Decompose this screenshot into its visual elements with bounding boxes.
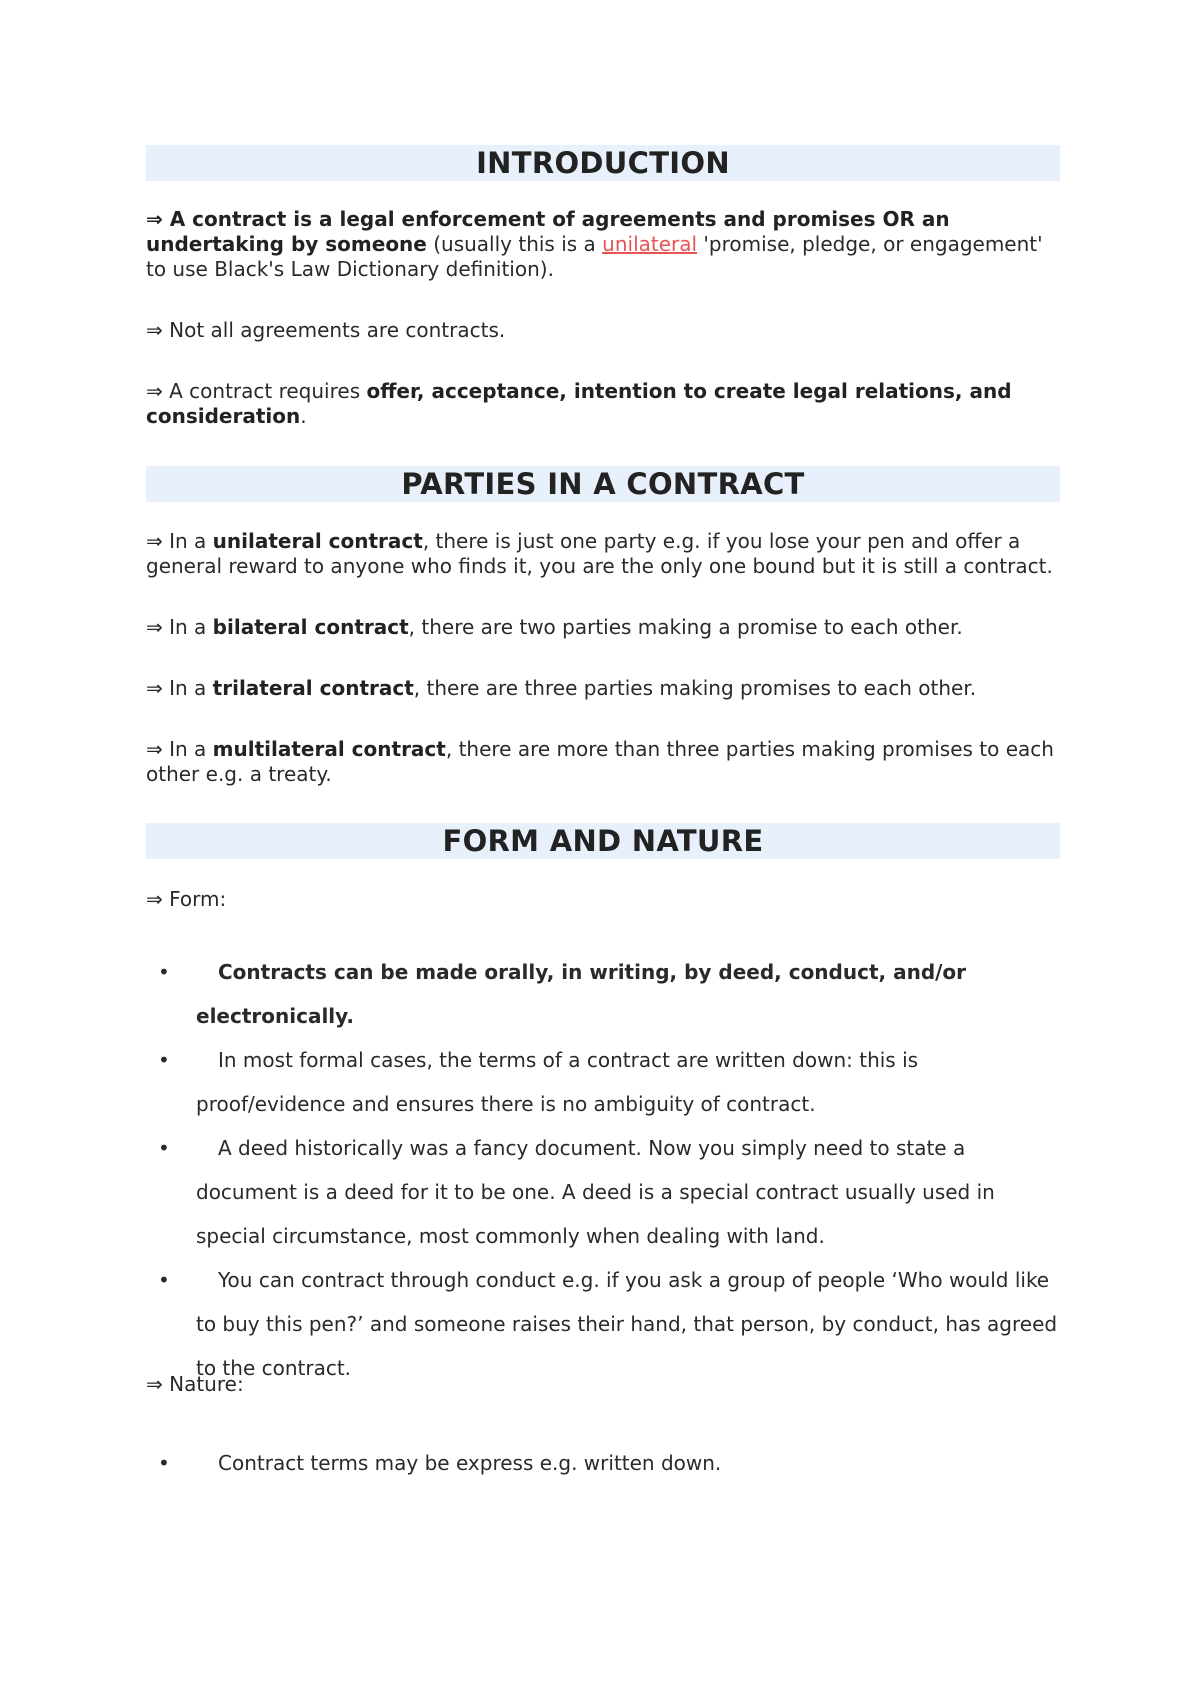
arrow-glyph: ⇒ [146, 207, 163, 231]
list-item [146, 950, 1060, 1038]
document-page [146, 145, 1060, 1485]
form-bullet-text: Contracts can be made orally, in writing, by deed, conduct, and/or electronically. [196, 960, 967, 1028]
intro-paragraph-requirements [146, 379, 1060, 429]
heading-introduction: INTRODUCTION [146, 145, 1060, 181]
arrow-glyph: ⇒ [146, 318, 163, 342]
requirements-post: . [300, 404, 307, 428]
party-paragraph-bilateral [146, 615, 1060, 640]
party-pre: In a [169, 676, 207, 700]
party-term: unilateral contract [212, 529, 423, 553]
intro-paragraph-definition [146, 207, 1060, 282]
nature-bullet-text: Contract terms may be express e.g. written down. [218, 1451, 722, 1475]
arrow-glyph: ⇒ [146, 887, 163, 911]
form-bullet-list [146, 950, 1060, 1390]
agreements-text: Not all agreements are contracts. [169, 318, 506, 342]
bullet-icon: • [158, 1268, 170, 1292]
form-bullet-text: A deed historically was a fancy document. Now you simply need to state a document is a deed for it to be one. A deed is a special contract usually used in special circumstance, most commonly when dealing with land. [196, 1136, 995, 1248]
list-item [146, 1126, 1060, 1258]
party-term: trilateral contract [212, 676, 414, 700]
list-item [146, 1441, 1060, 1485]
party-paragraph-unilateral [146, 529, 1060, 579]
party-post: , there is just one party e.g. if you lose your pen and offer a general reward to anyone who finds it, you are the only one bound but it is still a contract. [146, 529, 1053, 578]
party-paragraph-trilateral [146, 676, 1060, 701]
list-item [146, 1038, 1060, 1126]
form-label-paragraph [146, 887, 1060, 912]
definition-post-link: 'promise, pledge, or engagement' to use Black's Law Dictionary definition). [146, 232, 1043, 281]
heading-parties: PARTIES IN A CONTRACT [146, 466, 1060, 502]
arrow-glyph: ⇒ [146, 1372, 163, 1396]
party-pre: In a [169, 615, 207, 639]
bullet-icon: • [158, 1136, 170, 1160]
party-post: , there are three parties making promises to each other. [413, 676, 977, 700]
arrow-glyph: ⇒ [146, 379, 163, 403]
list-item [146, 1258, 1060, 1390]
party-term: bilateral contract [212, 615, 409, 639]
arrow-glyph: ⇒ [146, 529, 163, 553]
definition-bold-text: A contract is a legal enforcement of agreements and promises OR an undertaking by someone [146, 207, 950, 256]
bullet-icon: • [158, 1451, 170, 1475]
arrow-glyph: ⇒ [146, 676, 163, 700]
form-bullet-text: You can contract through conduct e.g. if you ask a group of people ‘Who would like to buy this pen?’ and someone raises their hand, that person, by conduct, has agreed to the contract. [196, 1268, 1058, 1380]
heading-form-nature: FORM AND NATURE [146, 823, 1060, 859]
party-paragraph-multilateral [146, 737, 1060, 787]
requirements-bold: offer, acceptance, intention to create legal relations, and consideration [146, 379, 1012, 428]
nature-label: Nature: [169, 1372, 244, 1396]
arrow-glyph: ⇒ [146, 615, 163, 639]
intro-paragraph-agreements [146, 318, 1060, 343]
arrow-glyph: ⇒ [146, 737, 163, 761]
nature-bullet-list [146, 1441, 1060, 1485]
bullet-icon: • [158, 1048, 170, 1072]
bullet-icon: • [158, 960, 170, 984]
party-pre: In a [169, 529, 207, 553]
form-bullet-text: In most formal cases, the terms of a contract are written down: this is proof/evidence and ensures there is no ambiguity of contract. [196, 1048, 919, 1116]
party-post: , there are more than three parties making promises to each other e.g. a treaty. [146, 737, 1054, 786]
party-term: multilateral contract [212, 737, 446, 761]
form-label: Form: [169, 887, 227, 911]
party-post: , there are two parties making a promise to each other. [408, 615, 963, 639]
requirements-pre: A contract requires [169, 379, 361, 403]
definition-pre-link: (usually this is a [433, 232, 596, 256]
unilateral-link[interactable]: unilateral [602, 232, 698, 256]
party-pre: In a [169, 737, 207, 761]
